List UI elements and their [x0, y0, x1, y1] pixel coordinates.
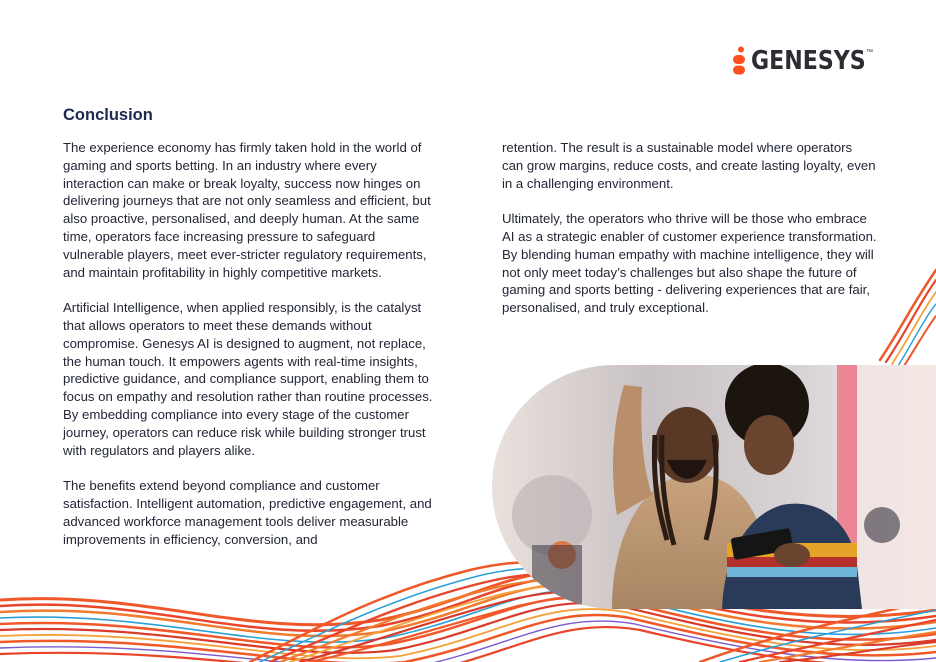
- paragraph-experience-economy: The experience economy has firmly taken hold in the world of gaming and sports betting. In an industry where every interaction can make or break loyalty, success now hinges on delivering journeys that are not only seamless and efficient, but also proactive, personalised, and deeply human. At the same time, operators face increasing pressure to safeguard vulnerable players, meet ever-stricter regulatory requirements, and maintain profitability in highly competitive markets.: [63, 140, 431, 280]
- paragraph-benefits: The benefits extend beyond compliance and customer satisfaction. Intelligent automation, predictive engagement, and advanced workforce management tools deliver measurable improvements in efficiency, conversion, and: [63, 478, 432, 547]
- genesys-logo-mark-icon: [731, 46, 745, 76]
- hero-photo-two-men-celebrating: [492, 365, 936, 609]
- right-text-column: [502, 139, 877, 335]
- paragraph-retention: retention. The result is a sustainable model where operators can grow margins, reduce costs, and create lasting loyalty, even in a challenging environment.: [502, 140, 876, 191]
- paragraph-ultimately: Ultimately, the operators who thrive will be those who embrace AI as a strategic enabler of customer experience transformation. By blending human empathy with machine intelligence, they will not only meet today’s challenges but also shape the future of gaming and sports betting - delivering experiences that are fair, personalised, and truly exceptional.: [502, 211, 877, 316]
- genesys-logo[interactable]: [731, 46, 886, 76]
- photo-illustration: [492, 365, 936, 609]
- paragraph-artificial-intelligence: Artificial Intelligence, when applied responsibly, is the catalyst that allows operators to meet these demands without compromise. Genesys AI is designed to augment, not replace, the human touch. It empowers agents with real-time insights, predictive guidance, and compliance support, enabling them to focus on empathy and resolution rather than routine processes. By embedding compliance into every stage of the customer journey, operators can reduce risk while building stronger trust with regulators and players alike.: [63, 300, 433, 458]
- left-text-column: [63, 139, 438, 566]
- section-heading: Conclusion: [63, 106, 153, 124]
- logo-wordmark: GENESYS: [751, 46, 866, 76]
- trademark-symbol: ™: [866, 49, 873, 56]
